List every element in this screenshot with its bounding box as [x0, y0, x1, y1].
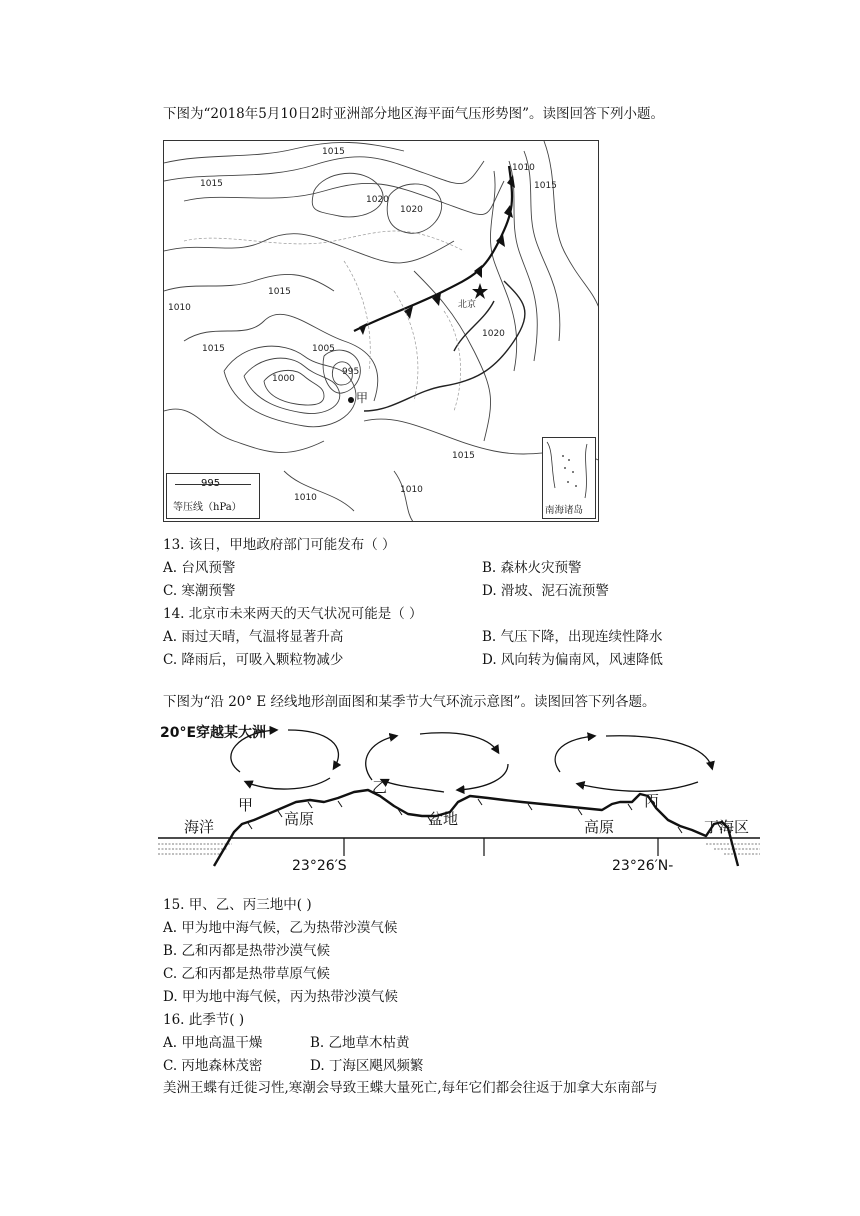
question-16-option-a[interactable]: A. 甲地高温干燥	[163, 1035, 263, 1051]
question-14-option-d[interactable]: D. 风向转为偏南风，风速降低	[482, 652, 663, 668]
question-15-option-c[interactable]: C. 乙和丙都是热带草原气候	[163, 966, 330, 982]
intro-text-2: 下图为“沿 20° E 经线地形剖面图和某季节大气环流示意图”。读图回答下列各题。	[163, 694, 656, 710]
label-sea-ding: 丁海区	[704, 818, 750, 836]
question-13-option-a[interactable]: A. 台风预警	[163, 560, 236, 576]
point-jia-label: 甲	[356, 391, 369, 405]
point-jia-marker	[348, 397, 354, 403]
isobar-label: 1015	[202, 344, 225, 354]
legend-value: 995	[201, 478, 221, 489]
question-15-option-d[interactable]: D. 甲为地中海气候，丙为热带沙漠气候	[163, 989, 398, 1005]
isobar-label: 1015	[452, 451, 475, 461]
isobar-label: 1010	[168, 303, 191, 313]
label-point-jia: 甲	[238, 796, 254, 814]
question-15-option-a[interactable]: A. 甲为地中海气候，乙为热带沙漠气候	[163, 920, 398, 936]
question-14-option-a[interactable]: A. 雨过天晴，气温将显著升高	[163, 629, 344, 645]
isobar-label: 1020	[366, 195, 389, 205]
terrain-profile-figure	[158, 716, 760, 886]
isobar-label: 1005	[312, 344, 335, 354]
isobar-label: 1010	[400, 485, 423, 495]
question-14-option-b[interactable]: B. 气压下降，出现连续性降水	[482, 629, 663, 645]
pressure-map-figure	[163, 140, 599, 522]
inset-caption: 南海诸岛	[545, 505, 584, 516]
map-legend	[166, 473, 260, 519]
label-ocean: 海洋	[184, 818, 215, 836]
question-16-option-b[interactable]: B. 乙地草木枯黄	[310, 1035, 410, 1051]
label-tropic-north: 23°26′N-	[612, 858, 674, 874]
label-basin: 盆地	[428, 810, 459, 828]
question-14-option-c[interactable]: C. 降雨后，可吸入颗粒物减少	[163, 652, 344, 668]
isobar-label: 1010	[294, 493, 317, 503]
isobar-label: 995	[342, 367, 360, 377]
question-14-stem: 14. 北京市未来两天的天气状况可能是（ ）	[163, 606, 423, 622]
label-tropic-south: 23°26′S	[292, 858, 347, 874]
beijing-label: 北京	[458, 300, 477, 310]
label-plateau-1: 高原	[284, 810, 315, 828]
legend-isobar-line	[175, 484, 251, 485]
question-16-stem: 16. 此季节( )	[163, 1012, 245, 1028]
isobar-label: 1015	[268, 287, 291, 297]
question-13-option-b[interactable]: B. 森林火灾预警	[482, 560, 582, 576]
label-point-bing: 丙	[644, 792, 660, 810]
question-16-option-c[interactable]: C. 丙地森林茂密	[163, 1058, 263, 1074]
isobar-label: 1015	[322, 147, 345, 157]
question-13-option-d[interactable]: D. 滑坡、泥石流预警	[482, 583, 609, 599]
question-15-stem: 15. 甲、乙、丙三地中( )	[163, 897, 312, 913]
question-15-option-b[interactable]: B. 乙和丙都是热带沙漠气候	[163, 943, 331, 959]
profile-title: 20°E穿越某大洲	[160, 725, 267, 741]
trailing-paragraph: 美洲王蝶有迁徙习性,寒潮会导致王蝶大量死亡,每年它们都会往返于加拿大东南部与	[163, 1080, 658, 1096]
cold-front	[354, 166, 515, 335]
isobar-label: 1015	[534, 181, 557, 191]
legend-caption: 等压线（hPa）	[173, 502, 242, 513]
isobar-label: 1015	[200, 179, 223, 189]
isobar-label: 1010	[512, 163, 535, 173]
south-china-sea-inset	[542, 437, 596, 519]
label-point-yi: 乙	[372, 778, 388, 796]
question-13-option-c[interactable]: C. 寒潮预警	[163, 583, 236, 599]
isobar-label: 1000	[272, 374, 295, 384]
intro-text-1: 下图为“2018年5月10日2时亚洲部分地区海平面气压形势图”。读图回答下列小题。	[163, 106, 665, 122]
question-16-option-d[interactable]: D. 丁海区飓风频繁	[310, 1058, 424, 1074]
question-13-stem: 13. 该日，甲地政府部门可能发布（ ）	[163, 537, 396, 553]
isobar-label: 1020	[400, 205, 423, 215]
label-plateau-2: 高原	[584, 818, 615, 836]
isobar-label: 1020	[482, 329, 505, 339]
